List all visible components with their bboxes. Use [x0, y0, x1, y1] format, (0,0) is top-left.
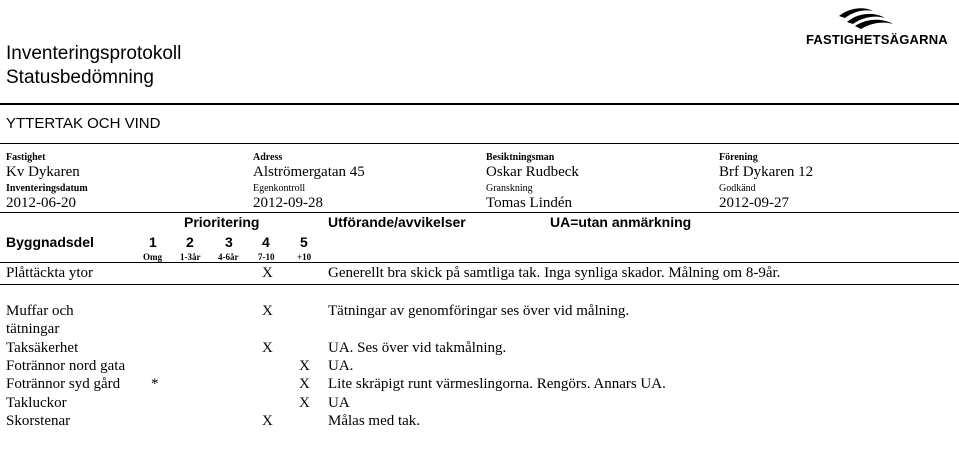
priority-sub-2: 1-3år — [180, 252, 201, 262]
divider — [0, 103, 959, 105]
priority-col-2: 2 — [186, 234, 194, 250]
adress-value: Alströmergatan 45 — [253, 164, 365, 180]
priority-col-5: 5 — [300, 234, 308, 250]
row-mark: X — [299, 376, 310, 392]
row-star: * — [151, 376, 159, 392]
inventeringsdatum-value: 2012-06-20 — [6, 195, 76, 211]
utforande-header: Utförande/avvikelser — [328, 214, 466, 230]
row-note: Tätningar av genomföringar ses över vid målning. — [328, 303, 630, 319]
divider — [0, 284, 959, 285]
besiktningsman-label: Besiktningsman — [486, 152, 555, 163]
godkand-value: 2012-09-27 — [719, 195, 789, 211]
fastighet-value: Kv Dykaren — [6, 164, 80, 180]
godkand-label: Godkänd — [719, 183, 756, 194]
ua-legend: UA=utan anmärkning — [550, 214, 692, 230]
forening-label: Förening — [719, 152, 758, 163]
row-part: Fotrännor syd gård — [6, 376, 121, 392]
logo-text: FASTIGHETSÄGARNA — [806, 32, 948, 47]
forening-value: Brf Dykaren 12 — [719, 164, 814, 180]
row-note: UA. Ses över vid takmålning. — [328, 340, 507, 356]
row-mark: X — [262, 303, 273, 319]
egenkontroll-label: Egenkontroll — [253, 183, 306, 194]
row-part: Taksäkerhet — [6, 340, 79, 356]
row-mark: X — [262, 413, 273, 429]
row-note: Lite skräpigt runt värmeslingorna. Rengörs. Annars UA. — [328, 376, 666, 392]
priority-sub-5: +10 — [297, 252, 312, 262]
row-part: Plåttäckta ytor — [6, 265, 94, 281]
divider — [0, 262, 959, 263]
besiktningsman-value: Oskar Rudbeck — [486, 164, 579, 180]
divider — [0, 212, 959, 213]
egenkontroll-value: 2012-09-28 — [253, 195, 323, 211]
priority-col-1: 1 — [149, 234, 157, 250]
row-part: Skorstenar — [6, 413, 71, 429]
page-title: Inventeringsprotokoll — [6, 43, 182, 64]
prioritering-header: Prioritering — [184, 214, 260, 230]
granskning-value: Tomas Lindén — [486, 195, 573, 211]
row-mark: X — [299, 358, 310, 374]
priority-col-4: 4 — [262, 234, 270, 250]
priority-col-3: 3 — [225, 234, 233, 250]
row-note: Målas med tak. — [328, 413, 421, 429]
row-note: Generellt bra skick på samtliga tak. Inga synliga skador. Målning om 8-9år. — [328, 265, 781, 281]
fastighetsagarna-logo — [801, 4, 951, 49]
divider — [0, 143, 959, 144]
fastighet-label: Fastighet — [6, 152, 46, 163]
page-subtitle: Statusbedömning — [6, 67, 154, 88]
adress-label: Adress — [253, 152, 283, 163]
row-mark: X — [299, 395, 310, 411]
priority-sub-4: 7-10 — [258, 252, 275, 262]
row-mark: X — [262, 265, 273, 281]
granskning-label: Granskning — [486, 183, 533, 194]
section-title: YTTERTAK OCH VIND — [6, 115, 161, 132]
row-part: Fotrännor nord gata — [6, 358, 126, 374]
row-note: UA — [328, 395, 350, 411]
row-note: UA. — [328, 358, 354, 374]
row-mark: X — [262, 340, 273, 356]
byggnadsdel-header: Byggnadsdel — [6, 234, 94, 250]
inventeringsdatum-label: Inventeringsdatum — [6, 183, 88, 194]
row-part-cont: tätningar — [6, 321, 60, 337]
priority-sub-3: 4-6år — [218, 252, 239, 262]
row-part: Takluckor — [6, 395, 67, 411]
row-part: Muffar och — [6, 303, 74, 319]
priority-sub-1: Omg — [143, 252, 162, 262]
